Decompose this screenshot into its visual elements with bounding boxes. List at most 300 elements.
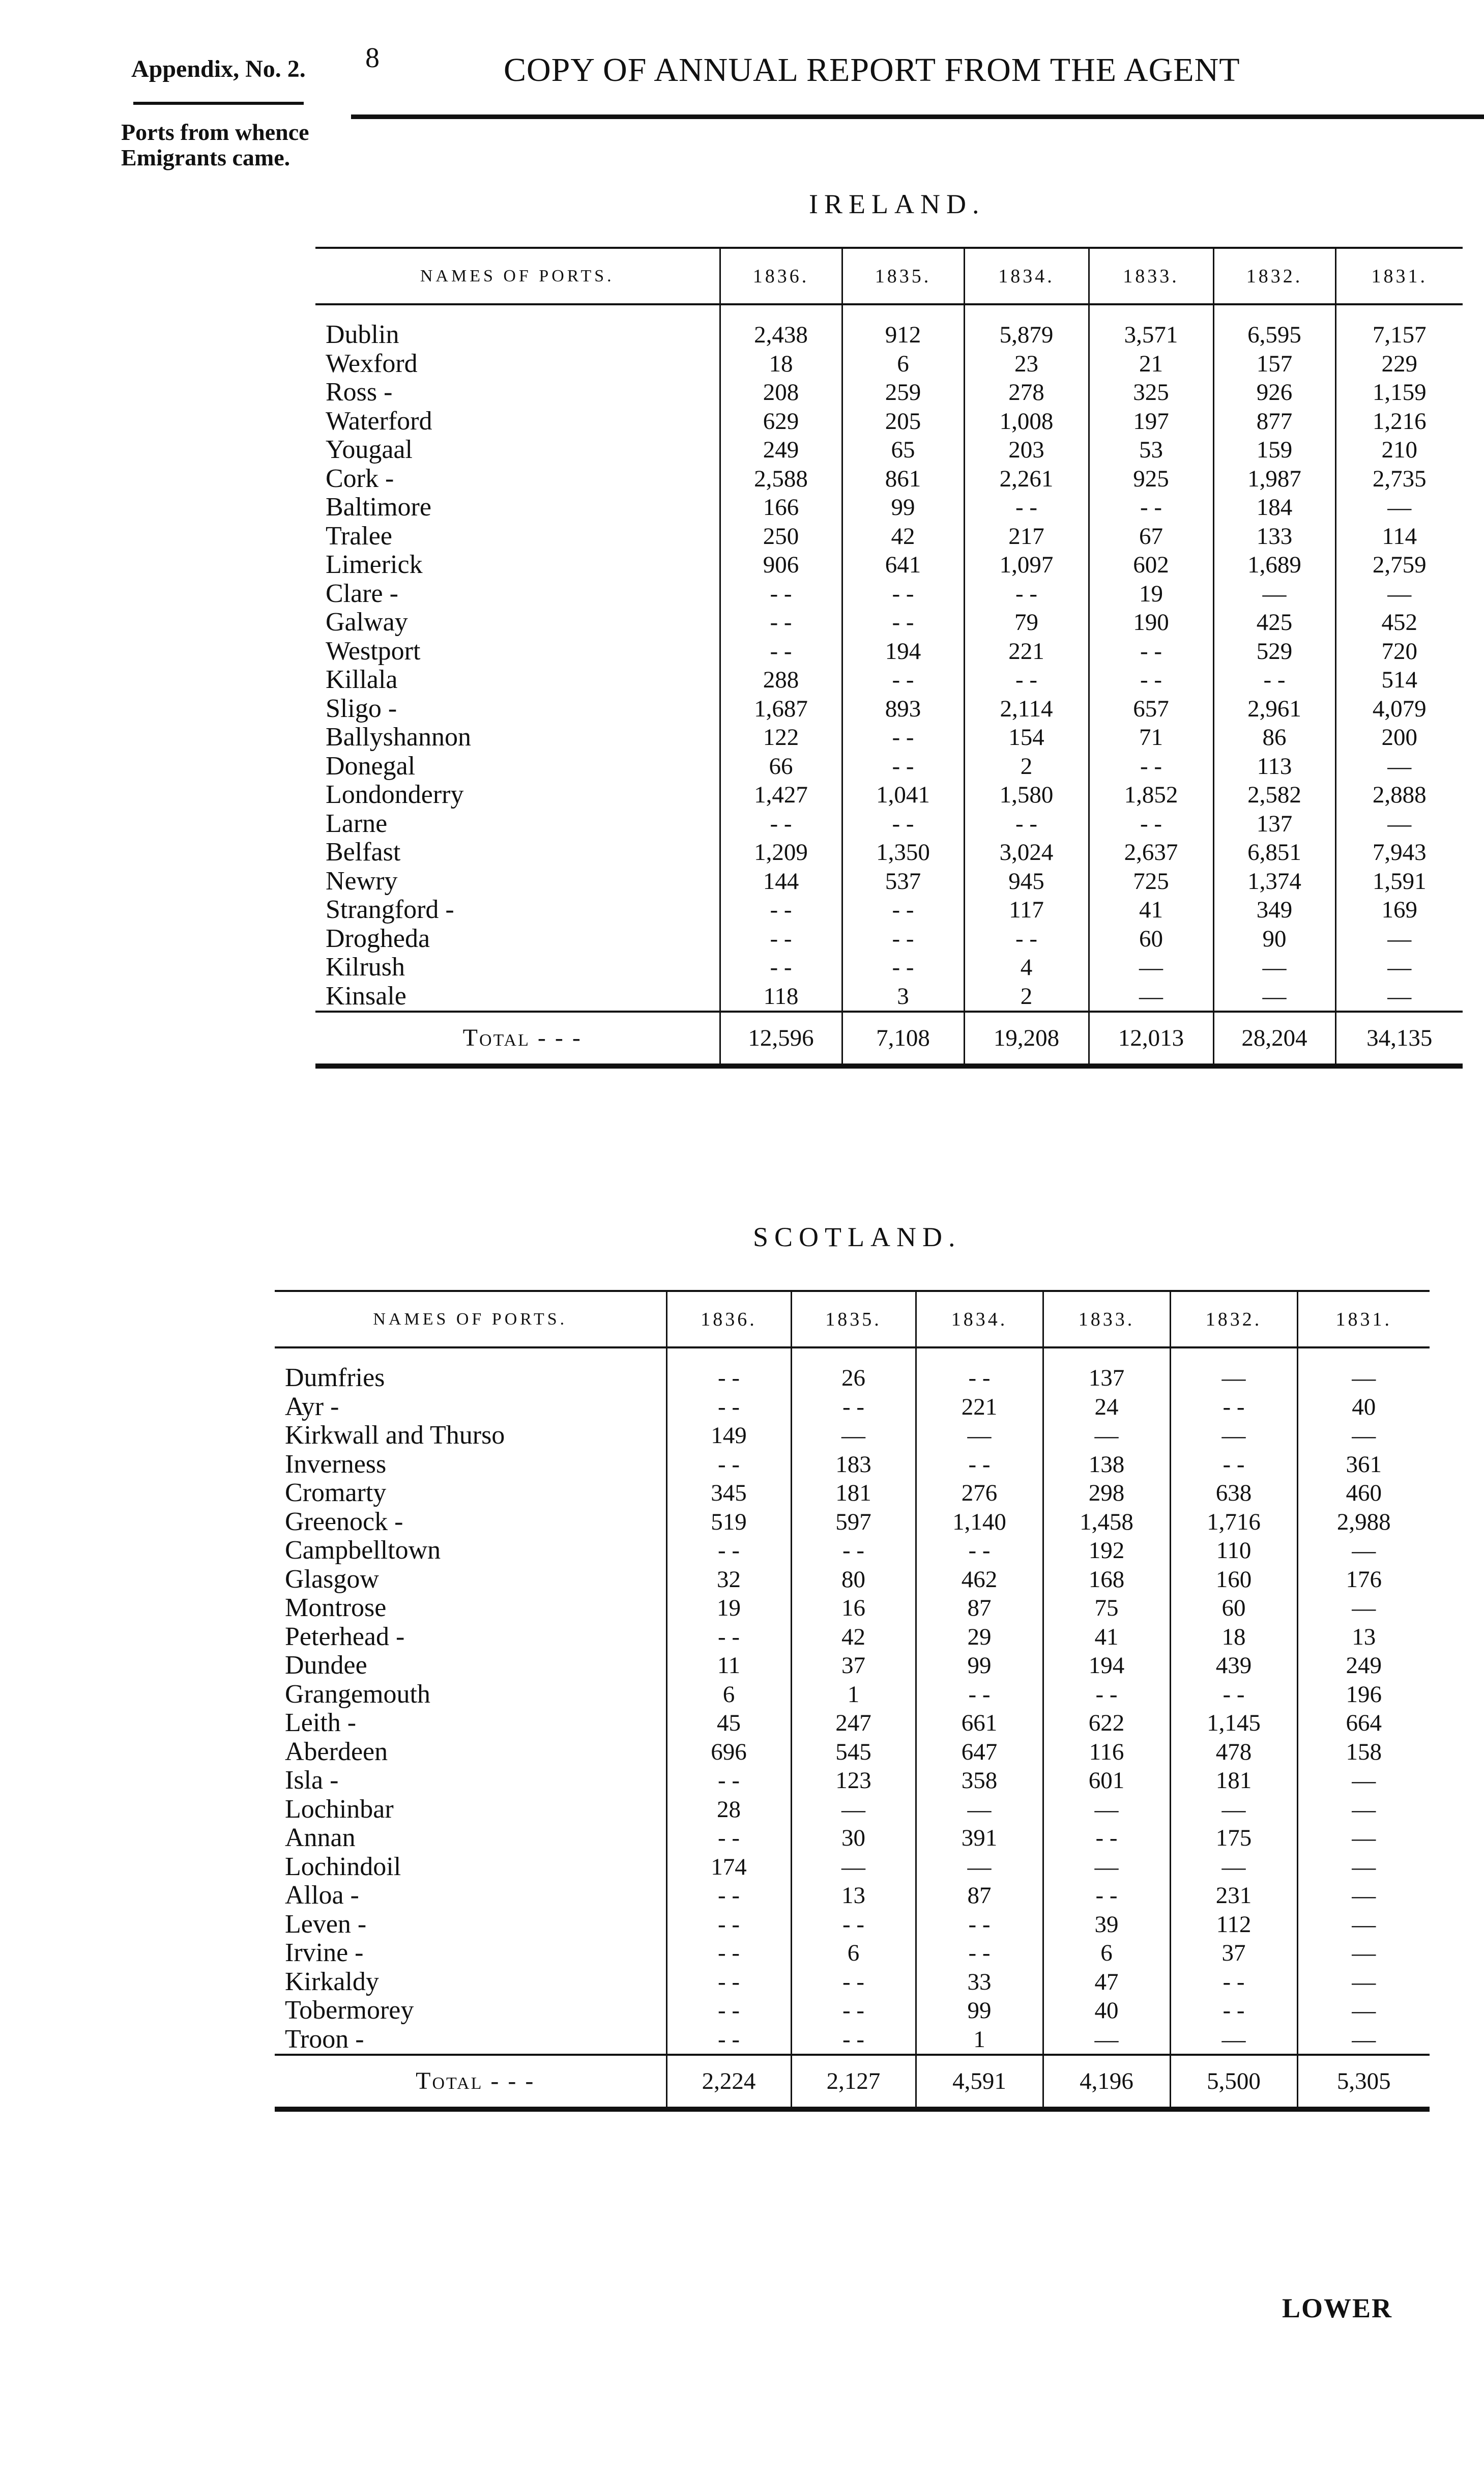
scotland-value-cell: 39 xyxy=(1043,1910,1170,1939)
ireland-value-cell: — xyxy=(1213,953,1335,982)
ireland-total-cell: 28,204 xyxy=(1213,1012,1335,1066)
scotland-value-cell: 478 xyxy=(1170,1738,1297,1767)
scotland-port-name xyxy=(275,1709,666,1738)
scotland-value-cell: — xyxy=(1170,1421,1297,1450)
port-name-text: Newry xyxy=(326,866,398,896)
port-name-text: Yougaal xyxy=(326,435,413,465)
scotland-value-cell: 19 xyxy=(666,1594,791,1623)
ireland-value-cell: 65 xyxy=(842,436,964,465)
scotland-value-cell: 1,140 xyxy=(916,1508,1043,1537)
scotland-value-cell: — xyxy=(791,1421,916,1450)
scotland-port-name xyxy=(275,1824,666,1853)
port-name-text: Cork - xyxy=(326,464,394,493)
ireland-year-header: 1833. xyxy=(1089,248,1213,304)
scotland-value-cell: - - xyxy=(1043,1881,1170,1910)
scotland-value-cell: 138 xyxy=(1043,1450,1170,1479)
ireland-value-cell: - - xyxy=(1089,752,1213,781)
port-name-text: Londonderry xyxy=(326,780,464,810)
ireland-value-cell: - - xyxy=(964,493,1089,522)
scotland-value-cell: - - xyxy=(666,1881,791,1910)
scotland-value-cell: - - xyxy=(666,1996,791,2025)
scotland-value-cell: - - xyxy=(791,1536,916,1565)
side-note-line-1: Ports from whence xyxy=(121,119,309,145)
ireland-port-name xyxy=(315,982,720,1012)
ireland-port-name xyxy=(315,867,720,896)
scotland-value-cell: 149 xyxy=(666,1421,791,1450)
scotland-port-name xyxy=(275,1421,666,1450)
scotland-value-cell: — xyxy=(1297,1881,1430,1910)
scotland-value-cell: 168 xyxy=(1043,1565,1170,1594)
port-name-text: Kirkwall and Thurso xyxy=(285,1421,505,1450)
ireland-value-cell: 641 xyxy=(842,551,964,580)
ireland-value-cell: 3 xyxy=(842,982,964,1012)
scotland-value-cell: 24 xyxy=(1043,1393,1170,1422)
scotland-value-cell: 597 xyxy=(791,1508,916,1537)
scotland-value-cell: 622 xyxy=(1043,1709,1170,1738)
ireland-table-row xyxy=(315,551,1463,580)
ireland-table-row xyxy=(315,493,1463,522)
scotland-value-cell: 358 xyxy=(916,1766,1043,1795)
scotland-value-cell: 40 xyxy=(1297,1393,1430,1422)
ireland-value-cell: 1,591 xyxy=(1335,867,1463,896)
scotland-value-cell: 181 xyxy=(1170,1766,1297,1795)
scotland-value-cell: 231 xyxy=(1170,1881,1297,1910)
spacer-cell xyxy=(315,304,720,321)
port-name-text: Westport xyxy=(326,636,421,666)
ireland-value-cell: 113 xyxy=(1213,752,1335,781)
scotland-value-cell: 221 xyxy=(916,1393,1043,1422)
scotland-table-row xyxy=(275,1421,1430,1450)
ireland-value-cell: 893 xyxy=(842,695,964,724)
ireland-value-cell: 278 xyxy=(964,378,1089,407)
spacer-cell xyxy=(1213,304,1335,321)
spacer-cell xyxy=(1297,1347,1430,1364)
ireland-value-cell: 452 xyxy=(1335,608,1463,637)
ireland-value-cell: - - xyxy=(1213,666,1335,695)
scotland-value-cell: — xyxy=(791,1853,916,1882)
ireland-value-cell: — xyxy=(1335,982,1463,1012)
scotland-value-cell: - - xyxy=(666,1364,791,1393)
ireland-value-cell: 42 xyxy=(842,522,964,551)
ireland-value-cell: 6,595 xyxy=(1213,321,1335,350)
scotland-value-cell: - - xyxy=(1170,1680,1297,1709)
ireland-value-cell: - - xyxy=(964,580,1089,609)
scotland-value-cell: - - xyxy=(666,1536,791,1565)
ireland-value-cell: 137 xyxy=(1213,810,1335,839)
scotland-value-cell: - - xyxy=(666,1824,791,1853)
ireland-value-cell: 169 xyxy=(1335,896,1463,925)
ireland-table xyxy=(315,247,1463,1069)
scotland-value-cell: 60 xyxy=(1170,1594,1297,1623)
ireland-value-cell: 349 xyxy=(1213,896,1335,925)
ireland-table-row xyxy=(315,723,1463,752)
ireland-port-name xyxy=(315,781,720,810)
scotland-value-cell: - - xyxy=(666,1450,791,1479)
port-name-text: Dublin xyxy=(326,320,399,350)
ireland-value-cell: — xyxy=(1089,953,1213,982)
scotland-port-name xyxy=(275,1594,666,1623)
port-name-text: Kirkaldy xyxy=(285,1967,379,1996)
scotland-port-name xyxy=(275,1939,666,1968)
scotland-value-cell: 696 xyxy=(666,1738,791,1767)
scotland-table xyxy=(275,1290,1430,2112)
ireland-table-row xyxy=(315,781,1463,810)
scotland-value-cell: — xyxy=(916,1421,1043,1450)
ireland-value-cell: 1,852 xyxy=(1089,781,1213,810)
scotland-value-cell: — xyxy=(1170,1795,1297,1824)
catchword: LOWER xyxy=(1282,2293,1393,2323)
ireland-value-cell: - - xyxy=(720,896,842,925)
ireland-value-cell: 205 xyxy=(842,407,964,436)
scotland-total-cell: 4,591 xyxy=(916,2055,1043,2109)
ireland-header-row xyxy=(315,248,1463,304)
scotland-value-cell: - - xyxy=(791,2025,916,2055)
spacer-cell xyxy=(720,304,842,321)
scotland-value-cell: — xyxy=(1043,1421,1170,1450)
ireland-value-cell: 1,427 xyxy=(720,781,842,810)
ireland-value-cell: 67 xyxy=(1089,522,1213,551)
port-name-text: Irvine - xyxy=(285,1938,364,1968)
ireland-value-cell: 41 xyxy=(1089,896,1213,925)
scotland-value-cell: - - xyxy=(791,1393,916,1422)
ireland-value-cell: 2,582 xyxy=(1213,781,1335,810)
spacer-cell xyxy=(275,1347,666,1364)
ireland-value-cell: 90 xyxy=(1213,925,1335,954)
ireland-port-name xyxy=(315,493,720,522)
ireland-year-header: 1835. xyxy=(842,248,964,304)
ireland-value-cell: 53 xyxy=(1089,436,1213,465)
scotland-value-cell: 110 xyxy=(1170,1536,1297,1565)
spacer-cell xyxy=(964,304,1089,321)
ireland-value-cell: 602 xyxy=(1089,551,1213,580)
ireland-value-cell: 2,759 xyxy=(1335,551,1463,580)
ireland-value-cell: 6 xyxy=(842,350,964,379)
ireland-table-row xyxy=(315,838,1463,867)
scotland-value-cell: — xyxy=(1297,1853,1430,1882)
scotland-value-cell: 661 xyxy=(916,1709,1043,1738)
scotland-value-cell: 6 xyxy=(791,1939,916,1968)
ireland-value-cell: — xyxy=(1335,953,1463,982)
scotland-value-cell: 37 xyxy=(1170,1939,1297,1968)
ireland-value-cell: - - xyxy=(1089,810,1213,839)
scotland-port-name xyxy=(275,1364,666,1393)
spacer-cell xyxy=(666,1347,791,1364)
scotland-value-cell: - - xyxy=(1170,1968,1297,1997)
ireland-value-cell: 912 xyxy=(842,321,964,350)
scotland-port-name xyxy=(275,1853,666,1882)
port-name-text: Greenock - xyxy=(285,1507,403,1536)
port-name-text: Kinsale xyxy=(326,981,406,1011)
port-name-text: Belfast xyxy=(326,838,401,867)
scotland-value-cell: — xyxy=(1297,1364,1430,1393)
port-name-text: Drogheda xyxy=(326,924,430,953)
ireland-value-cell: - - xyxy=(842,810,964,839)
scotland-value-cell: 42 xyxy=(791,1623,916,1652)
spacer-cell xyxy=(1043,1347,1170,1364)
scotland-total-cell: 2,127 xyxy=(791,2055,916,2109)
spacer-cell xyxy=(1089,304,1213,321)
scotland-value-cell: 174 xyxy=(666,1853,791,1882)
ireland-value-cell: 210 xyxy=(1335,436,1463,465)
ireland-value-cell: - - xyxy=(842,666,964,695)
port-name-text: Ballyshannon xyxy=(326,723,471,752)
ireland-value-cell: 926 xyxy=(1213,378,1335,407)
scotland-table-row xyxy=(275,2025,1430,2055)
ireland-value-cell: 1,216 xyxy=(1335,407,1463,436)
ireland-port-name xyxy=(315,695,720,724)
title-rule xyxy=(351,114,1484,119)
ireland-value-cell: - - xyxy=(1089,637,1213,666)
ireland-year-header: 1836. xyxy=(720,248,842,304)
ireland-value-cell: 19 xyxy=(1089,580,1213,609)
scotland-port-name xyxy=(275,1479,666,1508)
port-name-text: Peterhead - xyxy=(285,1622,405,1651)
scotland-table-row xyxy=(275,1623,1430,1652)
scotland-value-cell: 298 xyxy=(1043,1479,1170,1508)
scotland-value-cell: 41 xyxy=(1043,1623,1170,1652)
ireland-value-cell: 133 xyxy=(1213,522,1335,551)
ireland-table-row xyxy=(315,608,1463,637)
scotland-table-row xyxy=(275,1996,1430,2025)
port-name-text: Kilrush xyxy=(326,953,405,982)
port-name-text: Dumfries xyxy=(285,1363,385,1393)
ireland-value-cell: — xyxy=(1335,752,1463,781)
spacer-cell xyxy=(1335,304,1463,321)
scotland-port-name xyxy=(275,1508,666,1537)
page-title: COPY OF ANNUAL REPORT FROM THE AGENT xyxy=(504,51,1240,89)
ireland-value-cell: 18 xyxy=(720,350,842,379)
ireland-table-body xyxy=(315,304,1463,1012)
ireland-value-cell: 720 xyxy=(1335,637,1463,666)
ireland-port-name xyxy=(315,551,720,580)
scotland-value-cell: 112 xyxy=(1170,1910,1297,1939)
scotland-port-name xyxy=(275,1565,666,1594)
ireland-value-cell: - - xyxy=(720,810,842,839)
ireland-table-row xyxy=(315,695,1463,724)
ireland-value-cell: - - xyxy=(720,608,842,637)
scotland-total-label: Total - - - xyxy=(275,2055,666,2109)
ireland-value-cell: 425 xyxy=(1213,608,1335,637)
appendix-rule xyxy=(133,102,304,105)
ireland-value-cell: 114 xyxy=(1335,522,1463,551)
ireland-value-cell: - - xyxy=(842,580,964,609)
ireland-value-cell: 71 xyxy=(1089,723,1213,752)
scotland-value-cell: 29 xyxy=(916,1623,1043,1652)
ireland-total-cell: 34,135 xyxy=(1335,1012,1463,1066)
ireland-value-cell: 2,637 xyxy=(1089,838,1213,867)
scotland-port-name xyxy=(275,1996,666,2025)
port-name-text: Lochinbar xyxy=(285,1794,394,1824)
scotland-value-cell: - - xyxy=(666,1968,791,1997)
scotland-value-cell: - - xyxy=(666,1766,791,1795)
port-name-text: Grangemouth xyxy=(285,1679,430,1709)
port-name-text: Limerick xyxy=(326,550,423,580)
scotland-value-cell: — xyxy=(1297,1421,1430,1450)
ireland-table-row xyxy=(315,896,1463,925)
scotland-value-cell: - - xyxy=(1170,1450,1297,1479)
port-name-text: Donegal xyxy=(326,751,416,781)
scotland-table-row xyxy=(275,1364,1430,1393)
scotland-value-cell: 99 xyxy=(916,1651,1043,1680)
port-name-text: Wexford xyxy=(326,349,418,378)
scotland-value-cell: 1,716 xyxy=(1170,1508,1297,1537)
ireland-value-cell: 203 xyxy=(964,436,1089,465)
scotland-year-header: 1833. xyxy=(1043,1291,1170,1347)
scotland-value-cell: 28 xyxy=(666,1795,791,1824)
ireland-value-cell: 288 xyxy=(720,666,842,695)
ireland-value-cell: - - xyxy=(842,896,964,925)
ireland-port-name xyxy=(315,522,720,551)
scotland-value-cell: — xyxy=(1297,2025,1430,2055)
scotland-value-cell: 181 xyxy=(791,1479,916,1508)
scotland-value-cell: 33 xyxy=(916,1968,1043,1997)
scotland-value-cell: — xyxy=(1297,1939,1430,1968)
scotland-value-cell: 26 xyxy=(791,1364,916,1393)
scotland-value-cell: 40 xyxy=(1043,1996,1170,2025)
scotland-port-name xyxy=(275,1651,666,1680)
ireland-port-name xyxy=(315,407,720,436)
ireland-value-cell: 250 xyxy=(720,522,842,551)
ireland-table-row xyxy=(315,637,1463,666)
ireland-value-cell: 2,261 xyxy=(964,465,1089,494)
ireland-value-cell: - - xyxy=(842,752,964,781)
scotland-value-cell: 1,145 xyxy=(1170,1709,1297,1738)
scotland-value-cell: 11 xyxy=(666,1651,791,1680)
ireland-value-cell: 2,961 xyxy=(1213,695,1335,724)
ireland-table-row xyxy=(315,465,1463,494)
ireland-value-cell: 157 xyxy=(1213,350,1335,379)
port-name-text: Montrose xyxy=(285,1593,387,1623)
scotland-value-cell: - - xyxy=(1170,1996,1297,2025)
scotland-value-cell: - - xyxy=(916,1450,1043,1479)
scotland-value-cell: 158 xyxy=(1297,1738,1430,1767)
scotland-value-cell: — xyxy=(1297,1536,1430,1565)
scotland-value-cell: 87 xyxy=(916,1594,1043,1623)
spacer-cell xyxy=(916,1347,1043,1364)
scotland-header-row xyxy=(275,1291,1430,1347)
ireland-port-name xyxy=(315,580,720,609)
ireland-port-name xyxy=(315,465,720,494)
scotland-section-title: SCOTLAND. xyxy=(753,1222,962,1252)
scotland-port-name xyxy=(275,1968,666,1997)
scotland-table-row xyxy=(275,1824,1430,1853)
ireland-value-cell: 159 xyxy=(1213,436,1335,465)
port-name-text: Galway xyxy=(326,608,408,637)
scotland-value-cell: — xyxy=(1297,1594,1430,1623)
ireland-table-row xyxy=(315,522,1463,551)
ireland-table-row xyxy=(315,350,1463,379)
ireland-value-cell: 906 xyxy=(720,551,842,580)
scotland-value-cell: 137 xyxy=(1043,1364,1170,1393)
ireland-value-cell: 118 xyxy=(720,982,842,1012)
scotland-value-cell: - - xyxy=(916,1910,1043,1939)
scotland-value-cell: — xyxy=(1043,1853,1170,1882)
scotland-value-cell: 87 xyxy=(916,1881,1043,1910)
scotland-value-cell: — xyxy=(1297,1795,1430,1824)
ireland-table-row xyxy=(315,953,1463,982)
ireland-value-cell: - - xyxy=(1089,493,1213,522)
scotland-value-cell: — xyxy=(1170,1364,1297,1393)
scotland-port-name xyxy=(275,1393,666,1422)
ireland-value-cell: 529 xyxy=(1213,637,1335,666)
ireland-value-cell: 117 xyxy=(964,896,1089,925)
scotland-value-cell: 116 xyxy=(1043,1738,1170,1767)
ireland-table-row xyxy=(315,752,1463,781)
ireland-value-cell: 945 xyxy=(964,867,1089,896)
scotland-total-row xyxy=(275,2055,1430,2109)
ireland-value-cell: 925 xyxy=(1089,465,1213,494)
scotland-value-cell: — xyxy=(1297,1996,1430,2025)
scotland-port-name xyxy=(275,1450,666,1479)
scotland-value-cell: — xyxy=(916,1853,1043,1882)
ireland-value-cell: 79 xyxy=(964,608,1089,637)
scotland-value-cell: — xyxy=(1170,2025,1297,2055)
scotland-value-cell: — xyxy=(1297,1910,1430,1939)
scotland-value-cell: - - xyxy=(791,1968,916,1997)
scotland-value-cell: 80 xyxy=(791,1565,916,1594)
ireland-value-cell: — xyxy=(1335,493,1463,522)
ireland-port-name xyxy=(315,752,720,781)
scotland-table-row xyxy=(275,1910,1430,1939)
port-name-text: Troon - xyxy=(285,2024,364,2054)
scotland-port-name xyxy=(275,1795,666,1824)
ireland-value-cell: — xyxy=(1335,580,1463,609)
ireland-value-cell: 2 xyxy=(964,982,1089,1012)
ireland-value-cell: 197 xyxy=(1089,407,1213,436)
ireland-port-name xyxy=(315,810,720,839)
ireland-section-title: IRELAND. xyxy=(809,189,985,219)
scotland-port-name xyxy=(275,1536,666,1565)
scotland-value-cell: — xyxy=(1043,2025,1170,2055)
ireland-table-row xyxy=(315,867,1463,896)
ireland-value-cell: 1,374 xyxy=(1213,867,1335,896)
ireland-table-row xyxy=(315,666,1463,695)
ireland-port-name xyxy=(315,666,720,695)
scotland-table-row xyxy=(275,1479,1430,1508)
ireland-value-cell: 1,209 xyxy=(720,838,842,867)
scotland-value-cell: - - xyxy=(666,2025,791,2055)
ireland-value-cell: 21 xyxy=(1089,350,1213,379)
ireland-total-cell: 7,108 xyxy=(842,1012,964,1066)
scotland-table-row xyxy=(275,1393,1430,1422)
scotland-value-cell: - - xyxy=(666,1623,791,1652)
scotland-table-row xyxy=(275,1738,1430,1767)
scotland-value-cell: — xyxy=(1043,1795,1170,1824)
ireland-value-cell: 60 xyxy=(1089,925,1213,954)
ireland-total-cell: 12,596 xyxy=(720,1012,842,1066)
scotland-value-cell: 1,458 xyxy=(1043,1508,1170,1537)
ireland-port-name xyxy=(315,953,720,982)
scotland-ports-header: NAMES OF PORTS. xyxy=(275,1291,666,1347)
ireland-value-cell: 6,851 xyxy=(1213,838,1335,867)
scotland-year-header: 1832. xyxy=(1170,1291,1297,1347)
scotland-total-cell: 4,196 xyxy=(1043,2055,1170,2109)
scotland-total-cell: 5,305 xyxy=(1297,2055,1430,2109)
port-name-text: Clare - xyxy=(326,579,398,608)
scotland-value-cell: - - xyxy=(1170,1393,1297,1422)
ireland-port-name xyxy=(315,896,720,925)
ireland-value-cell: - - xyxy=(842,723,964,752)
scotland-value-cell: — xyxy=(1297,1824,1430,1853)
ireland-value-cell: 1,097 xyxy=(964,551,1089,580)
scotland-table-row xyxy=(275,1651,1430,1680)
ireland-value-cell: 537 xyxy=(842,867,964,896)
scotland-port-name xyxy=(275,1881,666,1910)
scotland-year-header: 1835. xyxy=(791,1291,916,1347)
ireland-port-name xyxy=(315,436,720,465)
port-name-text: Killala xyxy=(326,665,398,695)
ireland-value-cell: 877 xyxy=(1213,407,1335,436)
